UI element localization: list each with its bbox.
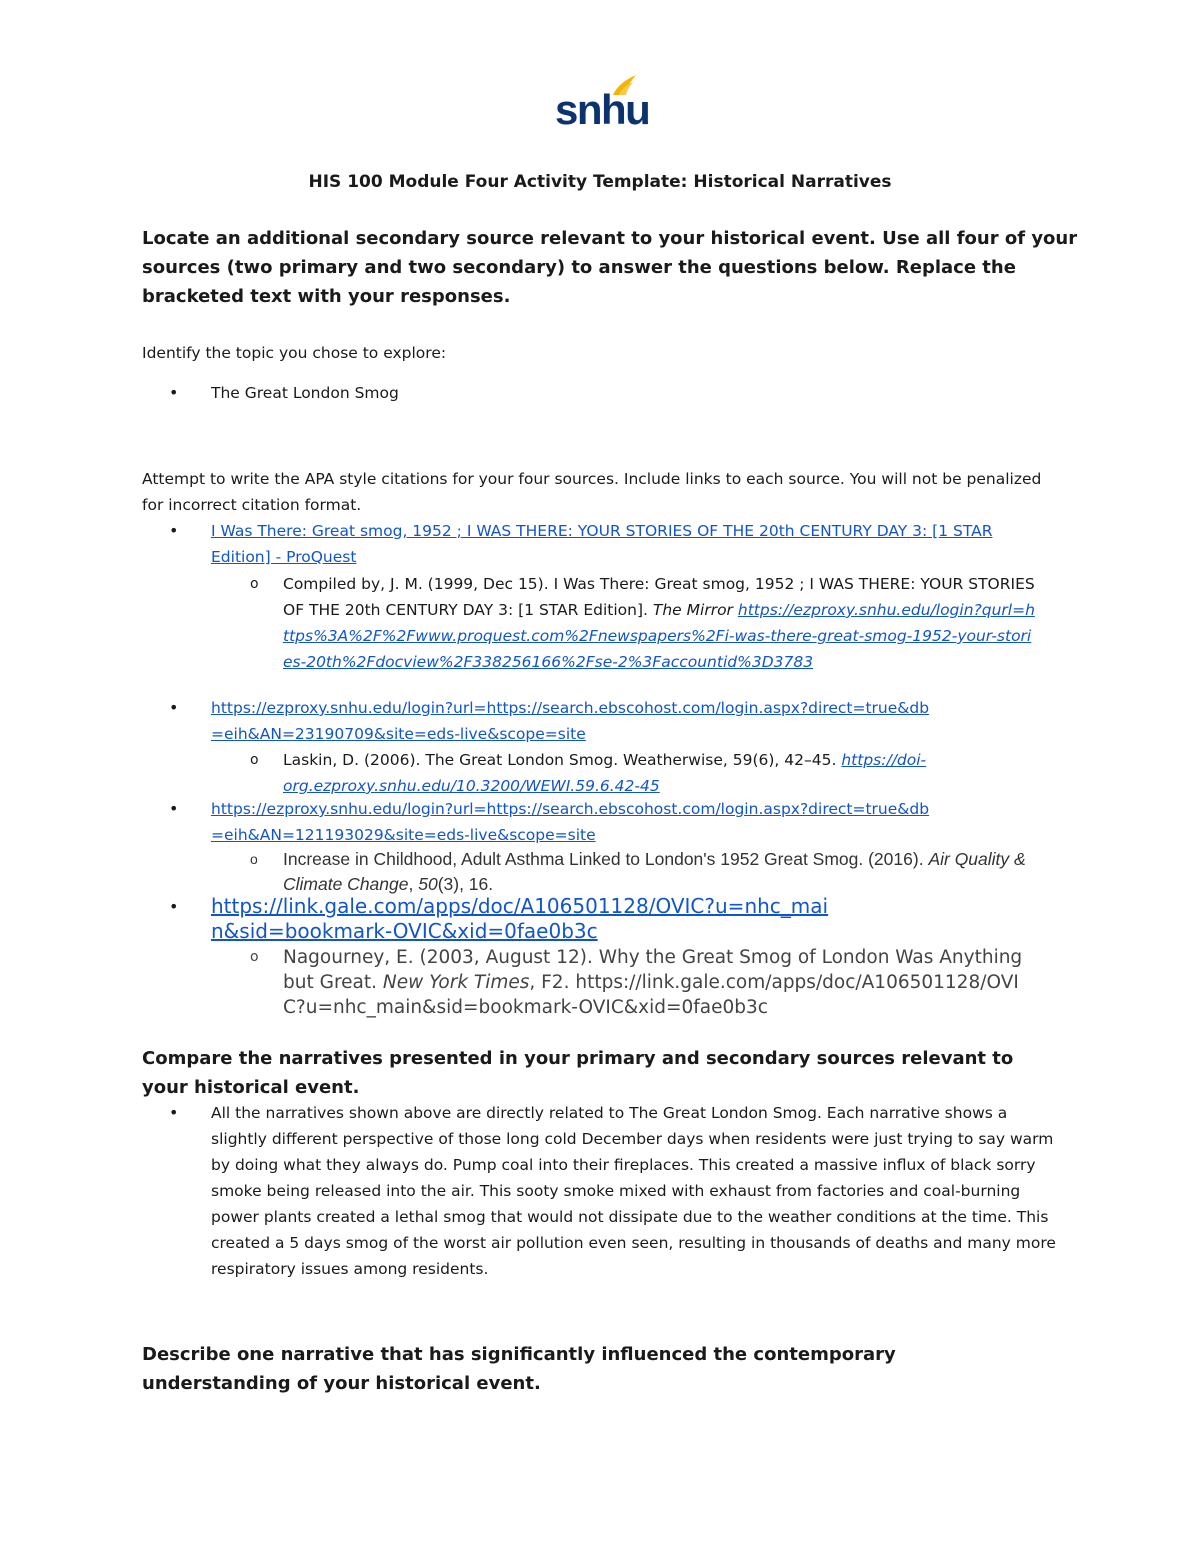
source-3-issue: (3), 16. [437, 874, 494, 894]
circle-bullet-icon: o [250, 752, 259, 768]
source-4-publication: New York Times [382, 972, 530, 993]
source-3-volume: 50 [418, 874, 438, 894]
compare-answer-item [171, 1100, 1061, 1282]
topic-answer-item [171, 380, 1061, 406]
topic-answer: • The Great London Smog [211, 384, 399, 402]
circle-bullet-icon: o [250, 576, 259, 592]
source-3-link[interactable]: • https://ezproxy.snhu.edu/login?url=https://search.ebscohost.com/login.aspx?direct=true&db=eih&AN=121193029&site=eds-live&scope=site [211, 800, 930, 844]
compare-heading: Compare the narratives presented in your primary and secondary sources relevant to your historical event. [142, 1048, 1014, 1098]
source-4-citation-text: Nagourney, E. (2003, August 12). Why the Great Smog of London Was Anything but Great. [283, 947, 1023, 993]
source-2-item [171, 695, 931, 747]
snhu-logo [553, 74, 650, 134]
source-3-citation [250, 847, 1030, 897]
source-4-citation [250, 945, 1030, 1020]
source-3-sep: , [408, 874, 419, 894]
source-4-item [171, 894, 831, 944]
logo-text: snhu [555, 86, 650, 133]
source-4-citation-rest: , F2. https://link.gale.com/apps/doc/A106501128/OVIC?u=nhc_main&sid=bookmark-OVIC&xid=0fae0b3c [283, 972, 1019, 1018]
source-4-link[interactable]: • https://link.gale.com/apps/doc/A106501128/OVIC?u=nhc_main&sid=bookmark-OVIC&xid=0fae0b3c [211, 894, 829, 943]
source-3-citation-text: Increase in Childhood, Adult Asthma Linked to London's 1952 Great Smog. (2016). [283, 849, 924, 869]
source-1-citation-url[interactable]: https://ezproxy.snhu.edu/login?qurl=https%3A%2F%2Fwww.proquest.com%2Fnewspapers%2Fi-was-there-great-smog-1952-your-stories-20th%2Fdocview%2F338256166%2Fse-2%3Faccountid%3D3783 [283, 601, 1035, 671]
describe-heading: Describe one narrative that has significantly influenced the contemporary understanding of your historical event. [142, 1344, 896, 1394]
source-1-publication: The Mirror [652, 601, 733, 619]
source-2-citation-url[interactable]: https://doi-org.ezproxy.snhu.edu/10.3200/WEWI.59.6.42-45 [283, 751, 927, 795]
instructions: Locate an additional secondary source relevant to your historical event. Use all four of your sources (two primary and two secondary) to answer the questions below. Replace the bracketed text with your responses. [142, 228, 1078, 307]
citations-prompt: Attempt to write the APA style citations for your four sources. Include links to each source. You will not be penalized for incorrect citation format. [142, 470, 1042, 514]
source-1-item [171, 518, 1011, 570]
source-1-link[interactable]: • I Was There: Great smog, 1952 ; I WAS THERE: YOUR STORIES OF THE 20th CENTURY DAY 3: [1 STAR Edition] - ProQuest [211, 522, 993, 566]
source-3-item [171, 796, 931, 848]
topic-prompt: Identify the topic you chose to explore: [142, 344, 447, 362]
circle-bullet-icon: o [250, 949, 259, 965]
source-1-citation [250, 571, 1040, 675]
page-title: HIS 100 Module Four Activity Template: Historical Narratives [308, 172, 892, 192]
circle-bullet-icon: o [250, 851, 258, 867]
compare-answer: • All the narratives shown above are directly related to The Great London Smog. Each narrative shows a slightly different perspective of those long cold December days when residents were just trying to say warm by doing what they always do. Pump coal into their fireplaces. This created a massive influx of black sorry smoke being released into the air. This sooty smoke mixed with exhaust from factories and coal-burning power plants created a lethal smog that would not dissipate due to the weather conditions at the time. This created a 5 days smog of the worst air pollution even seen, resulting in thousands of deaths and many more respiratory issues among residents. [211, 1104, 1056, 1278]
source-3-journal: Air Quality & Climate Change [283, 849, 1026, 894]
source-2-citation [250, 747, 1030, 799]
source-1-citation-text: Compiled by, J. M. (1999, Dec 15). I Was There: Great smog, 1952 ; I WAS THERE: YOUR STORIES OF THE 20th CENTURY DAY 3: [1 STAR Edition]. [283, 575, 1035, 619]
source-2-link[interactable]: • https://ezproxy.snhu.edu/login?url=https://search.ebscohost.com/login.aspx?direct=true&db=eih&AN=23190709&site=eds-live&scope=site [211, 699, 930, 743]
source-2-citation-text: Laskin, D. (2006). The Great London Smog. Weatherwise, 59(6), 42–45. [283, 751, 837, 769]
